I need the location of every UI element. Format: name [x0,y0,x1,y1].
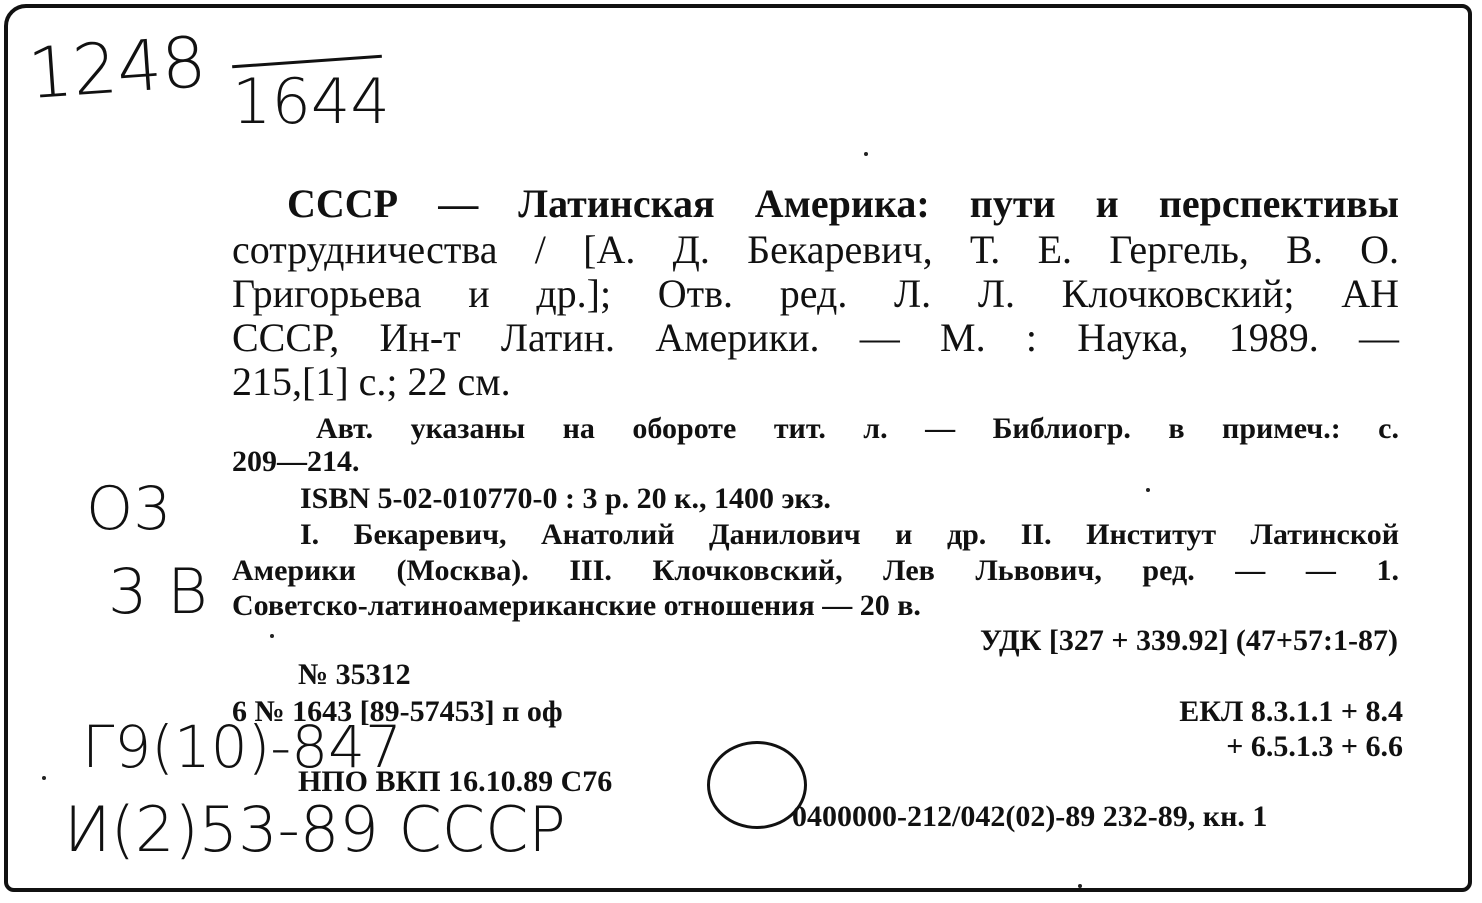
speck [864,152,868,156]
title-line-5: 215,[1] с.; 22 см. [232,359,511,404]
title-line-4: СССР, Ин-т Латин. Америки. — М. : Наука, 1989. — [232,315,1399,360]
handwritten-number-top: 1248 [25,20,209,116]
title-line-3: Григорьева и др.]; Отв. ред. Л. Л. Клочковский; АН [232,271,1399,316]
tracing-line-1: I. Бекаревич, Анатолий Данилович и др. II. Институт Латинской [300,518,1399,551]
speck [1078,884,1082,888]
handwritten-margin-mark-1: О3 [86,474,172,544]
note-line-1: Авт. указаны на обороте тит. л. — Библиогр. в примеч.: с. [316,412,1399,445]
title-line-2: сотрудничества / [А. Д. Бекаревич, Т. Е. Гергель, В. О. [232,227,1399,272]
tracing-line-2: Америки (Москва). III. Клочковский, Лев Львович, ред. — — 1. [232,554,1399,587]
note-line-2: 209—214. [232,445,360,478]
isbn-line: ISBN 5-02-010770-0 : 3 р. 20 к., 1400 экз. [300,482,831,515]
handwritten-margin-mark-2: 3 В [108,555,208,628]
title-line-1: СССР — Латинская Америка: пути и перспективы [287,181,1399,226]
udk-line: УДК [327 + 339.92] (47+57:1-87) [979,624,1398,657]
ekl-line-1: ЕКЛ 8.3.1.1 + 8.4 [1179,695,1403,728]
speck [1146,488,1150,492]
handwritten-classification-1: Г9(10)-847 [82,713,402,781]
handwritten-classification-2: И(2)53-89 СССР [64,793,566,866]
speck [42,776,46,780]
tracing-line-3: Советско-латиноамериканские отношения — 20 в. [232,589,921,622]
npo-line: НПО ВКП 16.10.89 С76 [298,765,613,798]
speck [270,634,274,638]
publication-code: 0400000-212/042(02)-89 232-89, кн. 1 [792,800,1268,833]
handwritten-number-bottom: 1644 [232,65,390,138]
record-number: № 35312 [298,658,411,691]
ekl-line-2: + 6.5.1.3 + 6.6 [1226,730,1403,763]
order-line: 6 № 1643 [89-57453] п оф [232,695,563,728]
